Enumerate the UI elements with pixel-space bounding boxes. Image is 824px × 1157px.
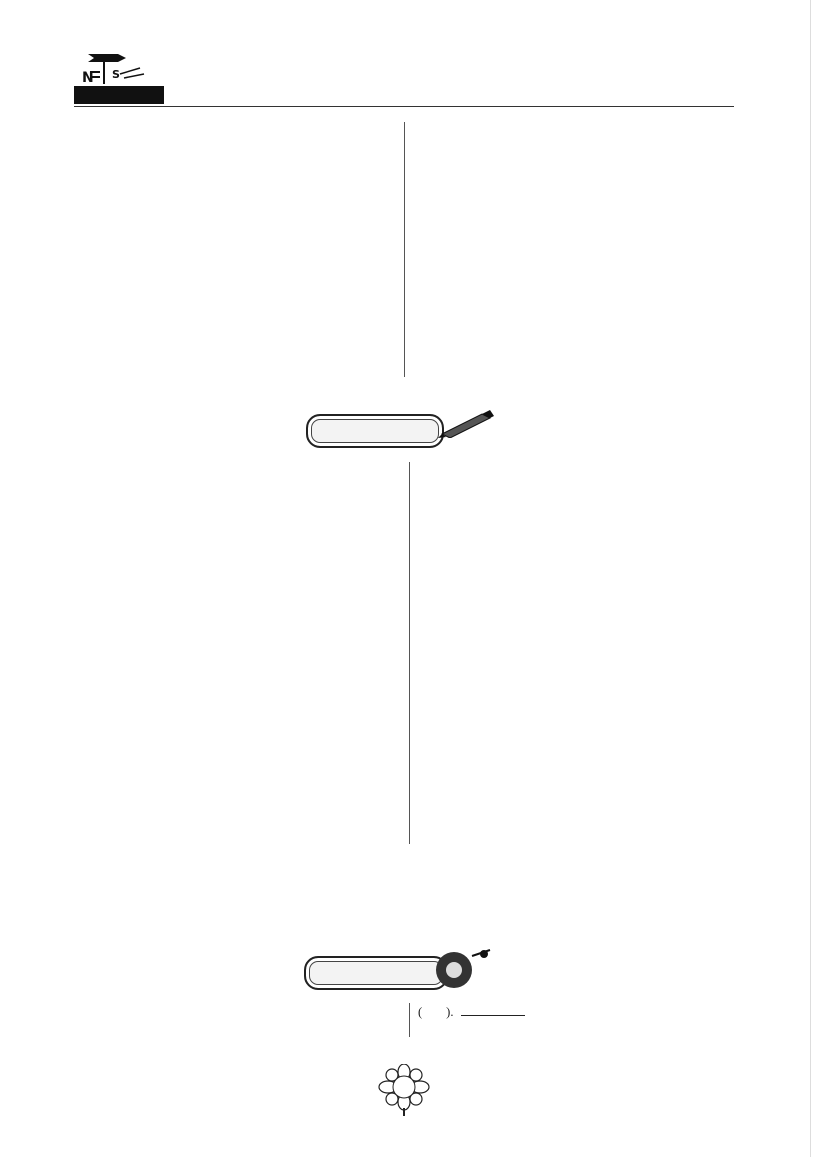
svg-text:S: S [112, 68, 120, 81]
banner-a-training [304, 956, 448, 990]
column-divider-top [404, 122, 405, 377]
svg-text:N: N [82, 70, 94, 86]
flower-icon [376, 1064, 432, 1116]
pencil-icon [438, 408, 498, 442]
question-1-blank[interactable] [461, 1015, 525, 1016]
header-rule [74, 106, 734, 107]
column-divider-middle [409, 462, 410, 844]
question-1: ( ). [418, 1004, 529, 1020]
banner-b-training [306, 414, 444, 448]
edge-line-right [810, 0, 811, 1157]
column-divider-bottom [409, 1003, 410, 1037]
wheel-icon [432, 946, 492, 996]
brand-badge [74, 86, 164, 104]
page-number-flower [376, 1064, 432, 1116]
